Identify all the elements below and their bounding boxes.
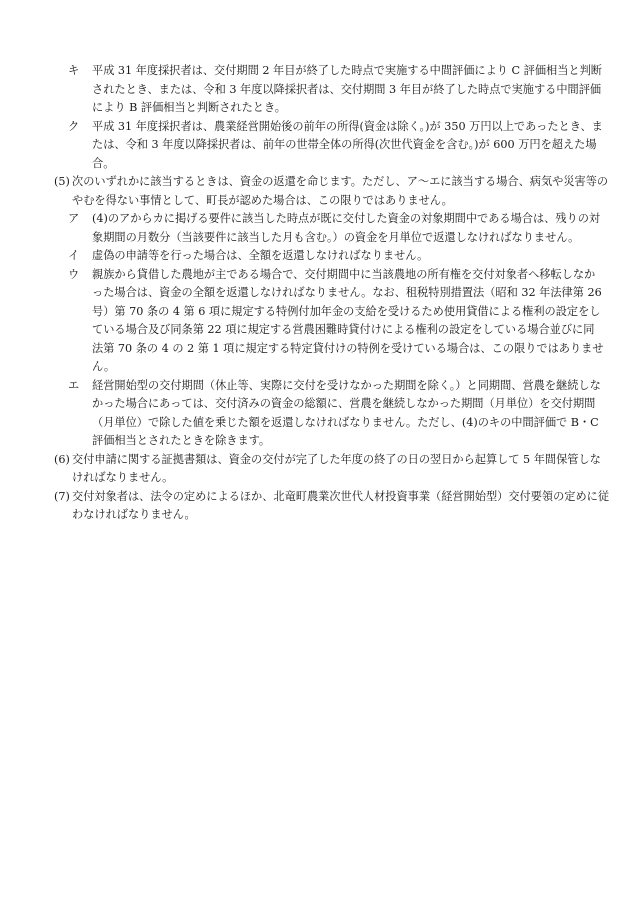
- clause-text: 交付申請に関する証拠書類は、資金の交付が完了した年度の終了の日の翌日から起算して 5 年間保管しなければなりません。: [72, 452, 601, 484]
- clause-text: 平成 31 年度採択者は、交付期間 2 年目が終了した時点で実施する中間評価により C 評価相当と判断されたとき、または、令和 3 年度以降採択者は、交付期間 3 年目が終了した時点で実施する中間評価により B 評価相当と判断されたとき。: [92, 64, 602, 114]
- clause-marker: ク: [68, 119, 80, 133]
- clause-5: [54, 173, 612, 210]
- clause-marker: (7): [54, 489, 70, 503]
- clause-marker: エ: [68, 378, 80, 392]
- clause-u: [68, 266, 604, 377]
- clause-text: 交付対象者は、法令の定めによるほか、北竜町農業次世代人材投資事業（経営開始型）交付要領の定めに従わなければなりません。: [72, 489, 610, 521]
- clause-text: 平成 31 年度採択者は、農業経営開始後の前年の所得(資金は除く。)が 350 万円以上であったとき、または、令和 3 年度以降採択者は、前年の世帯全体の所得(次世代資金を含む。)が 600 万円を超えた場合。: [92, 119, 603, 170]
- clause-text: 親族から貸借した農地が主である場合で、交付期間中に当該農地の所有権を交付対象者へ移転しなかった場合は、資金の全額を返還しなければなりません。なお、租税特別措置法（昭和 32 年法律第 26 号）第 70 条の 4 第 6 項に規定する特例付加年金の支給を受けるため使用貸借による権利の設定をしている場合及び同条第 22 項に規定する営農困難時貸付けによる権利の設定をしている場合並びに同法第 70 条の 4 の 2 第 1 項に規定する特定貸付けの特例を受けている場合は、この限りではありません。: [92, 267, 604, 373]
- clause-a: [68, 210, 604, 247]
- clause-text: 虚偽の申請等を行った場合は、全額を返還しなければなりません。: [92, 249, 429, 262]
- clause-e: [68, 377, 604, 451]
- clause-text: 経営開始型の交付期間（休止等、実際に交付を受けなかった期間を除く。）と同期間、営農を継続しなかった場合にあっては、交付済みの資金の総額に、営農を継続しなかった期間（月単位）を交付期間（月単位）で除した値を乗じた額を返還しなければなりません。ただし、(4)のキの中間評価で B・C 評価相当とされたときを除きます。: [92, 378, 601, 447]
- clause-marker: (5): [54, 175, 70, 188]
- clause-text: (4)のアからカに掲げる要件に該当した時点が既に交付した資金の対象期間中である場合は、残りの対象期間の月数分（当該要件に該当した月も含む。）の資金を月単位で返還しなければなりません。: [92, 212, 601, 244]
- clause-marker: イ: [68, 249, 80, 262]
- clause-ki: [68, 62, 604, 118]
- document-body: [0, 62, 630, 525]
- clause-6: [54, 451, 612, 488]
- clause-marker: ウ: [68, 267, 80, 281]
- clause-ku: [68, 118, 604, 174]
- clause-text: 次のいずれかに該当するときは、資金の返還を命じます。ただし、ア～エに該当する場合、病気や災害等のやむを得ない事情として、町長が認めた場合は、この限りではありません。: [72, 175, 609, 207]
- clause-7: [54, 488, 612, 525]
- clause-i: [68, 247, 604, 266]
- clause-marker: (6): [54, 452, 70, 466]
- clause-marker: ア: [68, 212, 80, 225]
- clause-marker: キ: [68, 64, 80, 77]
